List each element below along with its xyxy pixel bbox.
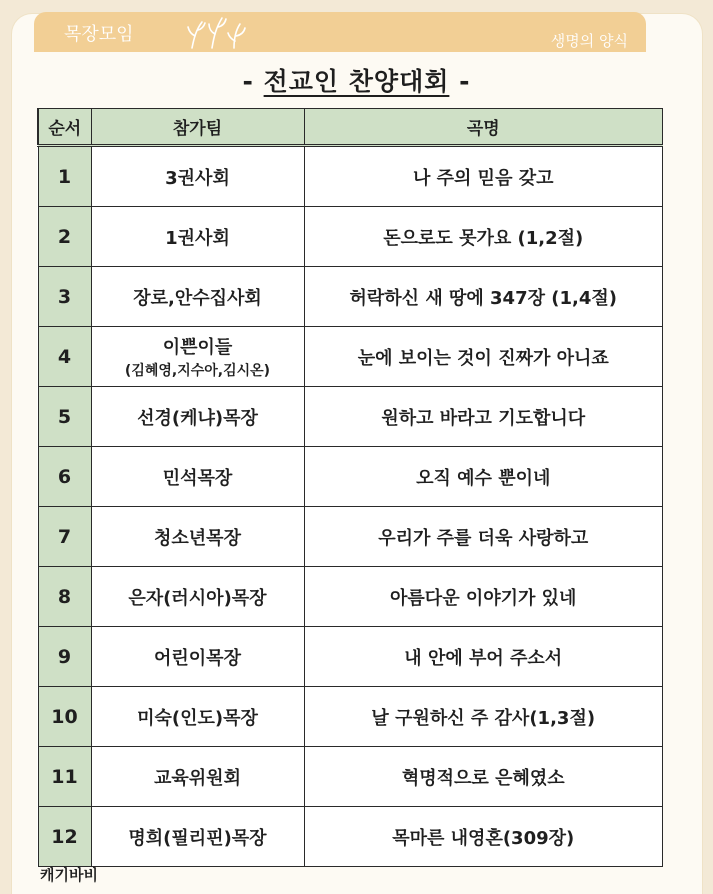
- order-cell: 8: [38, 567, 91, 627]
- song-cell: 눈에 보이는 것이 진짜가 아니죠: [304, 327, 663, 387]
- order-cell: 7: [38, 507, 91, 567]
- table-row: [38, 207, 663, 267]
- table-row: [38, 807, 663, 867]
- table-row: [38, 567, 663, 627]
- table-row: [38, 507, 663, 567]
- team-cell: [91, 146, 304, 207]
- team-cell: [91, 567, 304, 627]
- table-row: [38, 687, 663, 747]
- team-name: 청소년목장: [154, 527, 241, 549]
- table-row: [38, 627, 663, 687]
- team-cell: [91, 807, 304, 867]
- table-row: [38, 146, 663, 207]
- team-cell: [91, 327, 304, 387]
- team-cell: [91, 447, 304, 507]
- plant-sprig-icon: [184, 14, 256, 50]
- team-name: 1권사회: [165, 227, 230, 249]
- order-cell: 4: [38, 327, 91, 387]
- song-cell: 원하고 바라고 기도합니다: [304, 387, 663, 447]
- section-tab-bar: [34, 12, 646, 52]
- order-cell: 3: [38, 267, 91, 327]
- song-cell: 아름다운 이야기가 있네: [304, 567, 663, 627]
- column-header-team: 참가팀: [91, 109, 304, 146]
- song-cell: 날 구원하신 주 감사(1,3절): [304, 687, 663, 747]
- team-name: 미숙(인도)목장: [137, 707, 258, 729]
- footer-text-fragment: 캐기바비: [40, 866, 98, 884]
- team-cell: [91, 387, 304, 447]
- order-cell: 12: [38, 807, 91, 867]
- song-cell: 내 안에 부어 주소서: [304, 627, 663, 687]
- team-name: 은자(러시아)목장: [128, 587, 267, 609]
- order-cell: 11: [38, 747, 91, 807]
- bulletin-name: 생명의 양식: [550, 32, 628, 50]
- song-cell: 오직 예수 뿐이네: [304, 447, 663, 507]
- order-cell: 10: [38, 687, 91, 747]
- column-header-song: 곡명: [304, 109, 663, 146]
- team-cell: [91, 627, 304, 687]
- title-dash-right: -: [449, 67, 471, 96]
- table-row: [38, 387, 663, 447]
- team-name: 3권사회: [165, 167, 230, 189]
- song-cell: 돈으로도 못가요 (1,2절): [304, 207, 663, 267]
- program-table: [37, 108, 663, 867]
- table-row: [38, 747, 663, 807]
- team-cell: [91, 687, 304, 747]
- song-cell: 목마른 내영혼(309장): [304, 807, 663, 867]
- column-header-order: 순서: [38, 109, 91, 146]
- team-name: 이쁜이들: [162, 337, 233, 358]
- song-cell: 허락하신 새 땅에 347장 (1,4절): [304, 267, 663, 327]
- title-text: 전교인 찬양대회: [263, 67, 450, 96]
- song-cell: 우리가 주를 더욱 사랑하고: [304, 507, 663, 567]
- table-header-row: [38, 109, 663, 146]
- team-name: 장로,안수집사회: [133, 287, 262, 309]
- order-cell: 1: [38, 146, 91, 207]
- table-row: [38, 327, 663, 387]
- team-name: 명희(필리핀)목장: [128, 827, 267, 849]
- table-row: [38, 267, 663, 327]
- order-cell: 2: [38, 207, 91, 267]
- song-cell: 나 주의 믿음 갖고: [304, 146, 663, 207]
- team-cell: [91, 207, 304, 267]
- song-cell: 혁명적으로 은혜였소: [304, 747, 663, 807]
- team-cell: [91, 267, 304, 327]
- order-cell: 5: [38, 387, 91, 447]
- page-title: [0, 62, 713, 98]
- order-cell: 6: [38, 447, 91, 507]
- team-cell: [91, 507, 304, 567]
- title-dash-left: -: [242, 67, 264, 96]
- order-cell: 9: [38, 627, 91, 687]
- team-members: (김혜영,지수아,김시온): [124, 363, 271, 379]
- team-cell: [91, 747, 304, 807]
- table-row: [38, 447, 663, 507]
- team-name: 선경(케냐)목장: [137, 407, 258, 429]
- team-name: 어린이목장: [154, 647, 241, 669]
- team-name: 교육위원회: [154, 767, 241, 789]
- section-label: 목장모임: [64, 24, 134, 45]
- team-name: 민석목장: [162, 467, 233, 489]
